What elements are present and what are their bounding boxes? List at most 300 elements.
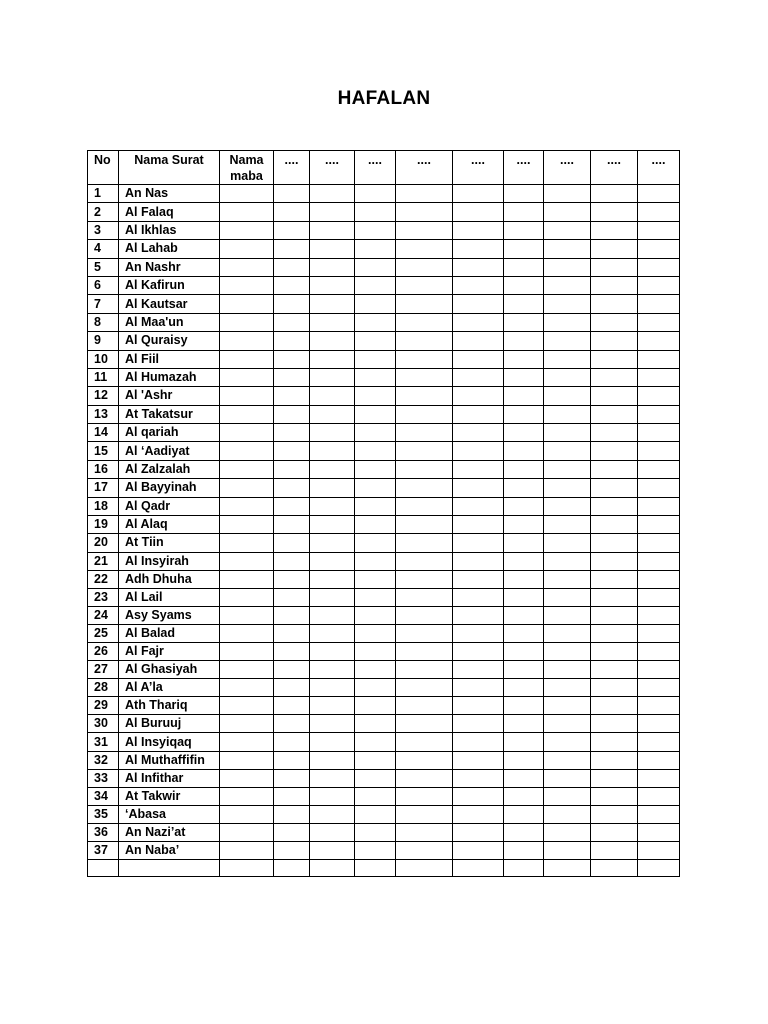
blank-cell bbox=[453, 787, 504, 805]
table-row bbox=[88, 715, 680, 733]
blank-cell bbox=[638, 424, 680, 442]
blank-cell bbox=[274, 240, 310, 258]
surat-name: Asy Syams bbox=[119, 606, 220, 624]
row-number: 37 bbox=[88, 842, 119, 860]
row-number: 9 bbox=[88, 332, 119, 350]
surat-name: Al Muthaffifin bbox=[119, 751, 220, 769]
surat-name: Al Kafirun bbox=[119, 276, 220, 294]
blank-cell bbox=[396, 823, 453, 841]
blank-cell bbox=[591, 679, 638, 697]
blank-cell bbox=[355, 185, 396, 203]
blank-cell bbox=[544, 313, 591, 331]
row-number: 27 bbox=[88, 661, 119, 679]
table-row bbox=[88, 823, 680, 841]
surat-name: ‘Abasa bbox=[119, 805, 220, 823]
blank-cell bbox=[504, 769, 544, 787]
blank-cell bbox=[453, 313, 504, 331]
blank-cell bbox=[310, 460, 355, 478]
surat-name: Al Quraisy bbox=[119, 332, 220, 350]
blank-cell bbox=[274, 516, 310, 534]
blank-cell bbox=[544, 442, 591, 460]
blank-cell bbox=[274, 679, 310, 697]
blank-cell bbox=[591, 606, 638, 624]
row-number: 6 bbox=[88, 276, 119, 294]
blank-cell bbox=[355, 588, 396, 606]
row-number: 30 bbox=[88, 715, 119, 733]
blank-cell bbox=[591, 661, 638, 679]
blank-cell bbox=[638, 313, 680, 331]
blank-cell bbox=[453, 823, 504, 841]
blank-cell bbox=[220, 842, 274, 860]
blank-cell bbox=[310, 221, 355, 239]
blank-cell bbox=[220, 751, 274, 769]
blank-cell bbox=[274, 860, 310, 877]
blank-cell bbox=[396, 715, 453, 733]
blank-cell bbox=[355, 661, 396, 679]
row-number: 19 bbox=[88, 516, 119, 534]
blank-cell bbox=[453, 805, 504, 823]
blank-cell bbox=[638, 679, 680, 697]
row-number: 35 bbox=[88, 805, 119, 823]
blank-cell bbox=[453, 479, 504, 497]
row-number: 32 bbox=[88, 751, 119, 769]
blank-cell bbox=[310, 588, 355, 606]
blank-cell bbox=[544, 624, 591, 642]
blank-cell bbox=[310, 842, 355, 860]
blank-cell bbox=[220, 679, 274, 697]
blank-cell bbox=[396, 221, 453, 239]
blank-cell bbox=[453, 276, 504, 294]
blank-cell bbox=[396, 842, 453, 860]
blank-cell bbox=[396, 642, 453, 660]
blank-cell bbox=[396, 276, 453, 294]
blank-cell bbox=[396, 697, 453, 715]
blank-cell bbox=[504, 606, 544, 624]
blank-cell bbox=[310, 570, 355, 588]
blank-cell bbox=[220, 733, 274, 751]
blank-cell bbox=[591, 221, 638, 239]
blank-cell bbox=[220, 479, 274, 497]
blank-cell bbox=[638, 823, 680, 841]
blank-cell bbox=[504, 258, 544, 276]
column-header-nama-maba: Nama maba bbox=[220, 151, 274, 185]
blank-cell bbox=[355, 679, 396, 697]
blank-cell bbox=[638, 715, 680, 733]
blank-cell bbox=[274, 405, 310, 423]
blank-cell bbox=[638, 497, 680, 515]
surat-name: Al A’la bbox=[119, 679, 220, 697]
table-row bbox=[88, 424, 680, 442]
surat-name: Al Fajr bbox=[119, 642, 220, 660]
blank-cell bbox=[591, 624, 638, 642]
row-number: 20 bbox=[88, 534, 119, 552]
blank-cell bbox=[220, 805, 274, 823]
blank-cell bbox=[453, 733, 504, 751]
blank-cell bbox=[310, 679, 355, 697]
blank-cell bbox=[274, 442, 310, 460]
blank-cell bbox=[220, 769, 274, 787]
blank-cell bbox=[396, 497, 453, 515]
blank-cell bbox=[591, 715, 638, 733]
blank-cell bbox=[544, 787, 591, 805]
blank-cell bbox=[310, 350, 355, 368]
blank-cell bbox=[453, 624, 504, 642]
column-header-no: No bbox=[88, 151, 119, 185]
row-number: 2 bbox=[88, 203, 119, 221]
surat-name: Al Ikhlas bbox=[119, 221, 220, 239]
blank-cell bbox=[591, 516, 638, 534]
table-row bbox=[88, 313, 680, 331]
column-header-blank-3: .... bbox=[355, 151, 396, 185]
blank-cell bbox=[591, 405, 638, 423]
blank-cell bbox=[504, 661, 544, 679]
blank-cell bbox=[220, 860, 274, 877]
blank-cell bbox=[310, 624, 355, 642]
blank-cell bbox=[638, 350, 680, 368]
surat-name: An Nas bbox=[119, 185, 220, 203]
surat-name: Al Bayyinah bbox=[119, 479, 220, 497]
blank-cell bbox=[544, 552, 591, 570]
blank-cell bbox=[355, 787, 396, 805]
blank-cell bbox=[638, 842, 680, 860]
row-number: 11 bbox=[88, 368, 119, 386]
blank-cell bbox=[591, 787, 638, 805]
blank-cell bbox=[544, 661, 591, 679]
blank-cell bbox=[396, 313, 453, 331]
blank-cell bbox=[274, 733, 310, 751]
blank-cell bbox=[638, 203, 680, 221]
surat-name: Ath Thariq bbox=[119, 697, 220, 715]
blank-cell bbox=[591, 552, 638, 570]
blank-cell bbox=[274, 497, 310, 515]
blank-cell bbox=[220, 313, 274, 331]
blank-cell bbox=[396, 769, 453, 787]
blank-cell bbox=[396, 661, 453, 679]
blank-cell bbox=[396, 258, 453, 276]
blank-cell bbox=[220, 350, 274, 368]
blank-cell bbox=[504, 240, 544, 258]
blank-cell bbox=[355, 295, 396, 313]
blank-cell bbox=[274, 751, 310, 769]
blank-cell bbox=[274, 424, 310, 442]
blank-cell bbox=[355, 642, 396, 660]
blank-cell bbox=[355, 697, 396, 715]
blank-cell bbox=[310, 479, 355, 497]
blank-cell bbox=[274, 221, 310, 239]
blank-cell bbox=[591, 203, 638, 221]
row-number: 28 bbox=[88, 679, 119, 697]
blank-cell bbox=[396, 387, 453, 405]
blank-cell bbox=[638, 661, 680, 679]
table-row bbox=[88, 387, 680, 405]
blank-cell bbox=[453, 442, 504, 460]
blank-cell bbox=[274, 642, 310, 660]
blank-cell bbox=[310, 424, 355, 442]
table-row bbox=[88, 203, 680, 221]
blank-cell bbox=[504, 588, 544, 606]
blank-cell bbox=[544, 751, 591, 769]
blank-cell bbox=[453, 679, 504, 697]
blank-cell bbox=[355, 258, 396, 276]
blank-cell bbox=[504, 751, 544, 769]
blank-cell bbox=[453, 661, 504, 679]
row-number: 3 bbox=[88, 221, 119, 239]
blank-cell bbox=[355, 516, 396, 534]
blank-cell bbox=[274, 588, 310, 606]
row-number: 16 bbox=[88, 460, 119, 478]
blank-cell bbox=[274, 185, 310, 203]
blank-cell bbox=[504, 805, 544, 823]
table-row bbox=[88, 661, 680, 679]
table-body bbox=[88, 185, 680, 877]
table-row bbox=[88, 221, 680, 239]
blank-cell bbox=[220, 258, 274, 276]
blank-cell bbox=[310, 240, 355, 258]
blank-cell bbox=[638, 606, 680, 624]
blank-cell bbox=[591, 368, 638, 386]
surat-name: Al Insyiqaq bbox=[119, 733, 220, 751]
blank-cell bbox=[591, 295, 638, 313]
blank-cell bbox=[355, 751, 396, 769]
blank-cell bbox=[310, 769, 355, 787]
blank-cell bbox=[453, 405, 504, 423]
blank-cell bbox=[504, 823, 544, 841]
blank-cell bbox=[310, 387, 355, 405]
blank-cell bbox=[544, 570, 591, 588]
blank-cell bbox=[638, 479, 680, 497]
blank-cell bbox=[274, 313, 310, 331]
blank-cell bbox=[355, 276, 396, 294]
blank-cell bbox=[355, 842, 396, 860]
blank-cell bbox=[355, 350, 396, 368]
blank-cell bbox=[310, 313, 355, 331]
blank-cell bbox=[310, 276, 355, 294]
blank-cell bbox=[504, 860, 544, 877]
blank-cell bbox=[544, 769, 591, 787]
blank-cell bbox=[544, 332, 591, 350]
blank-cell bbox=[220, 221, 274, 239]
blank-cell bbox=[638, 751, 680, 769]
blank-cell bbox=[638, 805, 680, 823]
table-row bbox=[88, 805, 680, 823]
table-row bbox=[88, 276, 680, 294]
table-row bbox=[88, 588, 680, 606]
blank-cell bbox=[504, 733, 544, 751]
blank-cell bbox=[544, 497, 591, 515]
blank-cell bbox=[591, 240, 638, 258]
blank-cell bbox=[220, 497, 274, 515]
blank-cell bbox=[396, 332, 453, 350]
table-header-row bbox=[88, 151, 680, 185]
blank-cell bbox=[220, 332, 274, 350]
blank-cell bbox=[274, 697, 310, 715]
row-number: 1 bbox=[88, 185, 119, 203]
column-header-blank-1: .... bbox=[274, 151, 310, 185]
blank-cell bbox=[504, 276, 544, 294]
blank-cell bbox=[396, 679, 453, 697]
table-row bbox=[88, 570, 680, 588]
blank-cell bbox=[591, 860, 638, 877]
blank-cell bbox=[396, 552, 453, 570]
blank-cell bbox=[220, 405, 274, 423]
blank-cell bbox=[310, 295, 355, 313]
blank-cell bbox=[310, 497, 355, 515]
table-row bbox=[88, 624, 680, 642]
blank-cell bbox=[355, 203, 396, 221]
surat-name: Al Buruuj bbox=[119, 715, 220, 733]
blank-cell bbox=[453, 715, 504, 733]
row-number: 24 bbox=[88, 606, 119, 624]
blank-cell bbox=[544, 240, 591, 258]
blank-cell bbox=[310, 787, 355, 805]
blank-cell bbox=[310, 606, 355, 624]
blank-cell bbox=[310, 661, 355, 679]
blank-cell bbox=[310, 442, 355, 460]
blank-cell bbox=[544, 460, 591, 478]
blank-cell bbox=[504, 497, 544, 515]
blank-cell bbox=[504, 442, 544, 460]
blank-cell bbox=[396, 805, 453, 823]
blank-cell bbox=[453, 697, 504, 715]
blank-cell bbox=[544, 203, 591, 221]
surat-name: Al Falaq bbox=[119, 203, 220, 221]
surat-name: Al Alaq bbox=[119, 516, 220, 534]
table-row bbox=[88, 258, 680, 276]
blank-cell bbox=[274, 715, 310, 733]
blank-cell bbox=[591, 350, 638, 368]
row-number: 7 bbox=[88, 295, 119, 313]
surat-name: Al Lahab bbox=[119, 240, 220, 258]
blank-cell bbox=[88, 860, 119, 877]
blank-cell bbox=[274, 534, 310, 552]
surat-name: Al Lail bbox=[119, 588, 220, 606]
blank-cell bbox=[591, 313, 638, 331]
blank-cell bbox=[220, 588, 274, 606]
blank-cell bbox=[638, 387, 680, 405]
surat-name: Al Infithar bbox=[119, 769, 220, 787]
table-row bbox=[88, 460, 680, 478]
blank-cell bbox=[504, 642, 544, 660]
blank-cell bbox=[638, 221, 680, 239]
table-row bbox=[88, 368, 680, 386]
blank-cell bbox=[544, 221, 591, 239]
blank-cell bbox=[638, 534, 680, 552]
blank-cell bbox=[504, 405, 544, 423]
blank-cell bbox=[504, 460, 544, 478]
column-header-blank-5: .... bbox=[453, 151, 504, 185]
blank-cell bbox=[220, 787, 274, 805]
blank-cell bbox=[355, 460, 396, 478]
blank-cell bbox=[274, 460, 310, 478]
table-row bbox=[88, 497, 680, 515]
column-header-nama-surat: Nama Surat bbox=[119, 151, 220, 185]
table-row bbox=[88, 350, 680, 368]
row-number: 17 bbox=[88, 479, 119, 497]
blank-cell bbox=[310, 805, 355, 823]
blank-cell bbox=[220, 442, 274, 460]
table-row bbox=[88, 697, 680, 715]
blank-cell bbox=[638, 240, 680, 258]
surat-name: Al Maa'un bbox=[119, 313, 220, 331]
blank-cell bbox=[453, 570, 504, 588]
blank-cell bbox=[310, 258, 355, 276]
blank-cell bbox=[544, 733, 591, 751]
surat-name: Al Fiil bbox=[119, 350, 220, 368]
table-row bbox=[88, 479, 680, 497]
table-row bbox=[88, 185, 680, 203]
blank-cell bbox=[544, 534, 591, 552]
blank-cell bbox=[453, 497, 504, 515]
blank-cell bbox=[274, 769, 310, 787]
column-header-blank-9: .... bbox=[638, 151, 680, 185]
table-row bbox=[88, 787, 680, 805]
blank-cell bbox=[453, 185, 504, 203]
blank-cell bbox=[591, 642, 638, 660]
blank-cell bbox=[396, 203, 453, 221]
blank-cell bbox=[638, 624, 680, 642]
blank-cell bbox=[220, 624, 274, 642]
blank-cell bbox=[310, 534, 355, 552]
column-header-blank-4: .... bbox=[396, 151, 453, 185]
blank-cell bbox=[453, 842, 504, 860]
blank-cell bbox=[310, 332, 355, 350]
blank-cell bbox=[638, 442, 680, 460]
table-row bbox=[88, 679, 680, 697]
blank-cell bbox=[504, 185, 544, 203]
blank-cell bbox=[355, 552, 396, 570]
blank-cell bbox=[504, 295, 544, 313]
blank-cell bbox=[220, 240, 274, 258]
blank-cell bbox=[274, 624, 310, 642]
blank-cell bbox=[544, 258, 591, 276]
surat-name: Al qariah bbox=[119, 424, 220, 442]
blank-cell bbox=[310, 733, 355, 751]
blank-cell bbox=[274, 805, 310, 823]
blank-cell bbox=[274, 842, 310, 860]
blank-cell bbox=[544, 606, 591, 624]
surat-name: An Naba’ bbox=[119, 842, 220, 860]
blank-cell bbox=[638, 258, 680, 276]
blank-cell bbox=[355, 405, 396, 423]
blank-cell bbox=[591, 424, 638, 442]
surat-name: Al Humazah bbox=[119, 368, 220, 386]
blank-cell bbox=[396, 733, 453, 751]
blank-cell bbox=[453, 350, 504, 368]
blank-cell bbox=[544, 697, 591, 715]
blank-cell bbox=[274, 368, 310, 386]
blank-cell bbox=[355, 733, 396, 751]
blank-cell bbox=[220, 460, 274, 478]
row-number: 5 bbox=[88, 258, 119, 276]
blank-cell bbox=[544, 715, 591, 733]
row-number: 25 bbox=[88, 624, 119, 642]
blank-cell bbox=[355, 497, 396, 515]
column-header-blank-7: .... bbox=[544, 151, 591, 185]
blank-cell bbox=[396, 624, 453, 642]
blank-cell bbox=[396, 368, 453, 386]
blank-cell bbox=[638, 185, 680, 203]
blank-cell bbox=[274, 276, 310, 294]
blank-cell bbox=[504, 368, 544, 386]
blank-cell bbox=[220, 642, 274, 660]
blank-cell bbox=[310, 185, 355, 203]
surat-name: At Takwir bbox=[119, 787, 220, 805]
blank-cell bbox=[591, 697, 638, 715]
table-row bbox=[88, 642, 680, 660]
row-number: 33 bbox=[88, 769, 119, 787]
hafalan-table bbox=[87, 150, 680, 877]
blank-cell bbox=[355, 606, 396, 624]
